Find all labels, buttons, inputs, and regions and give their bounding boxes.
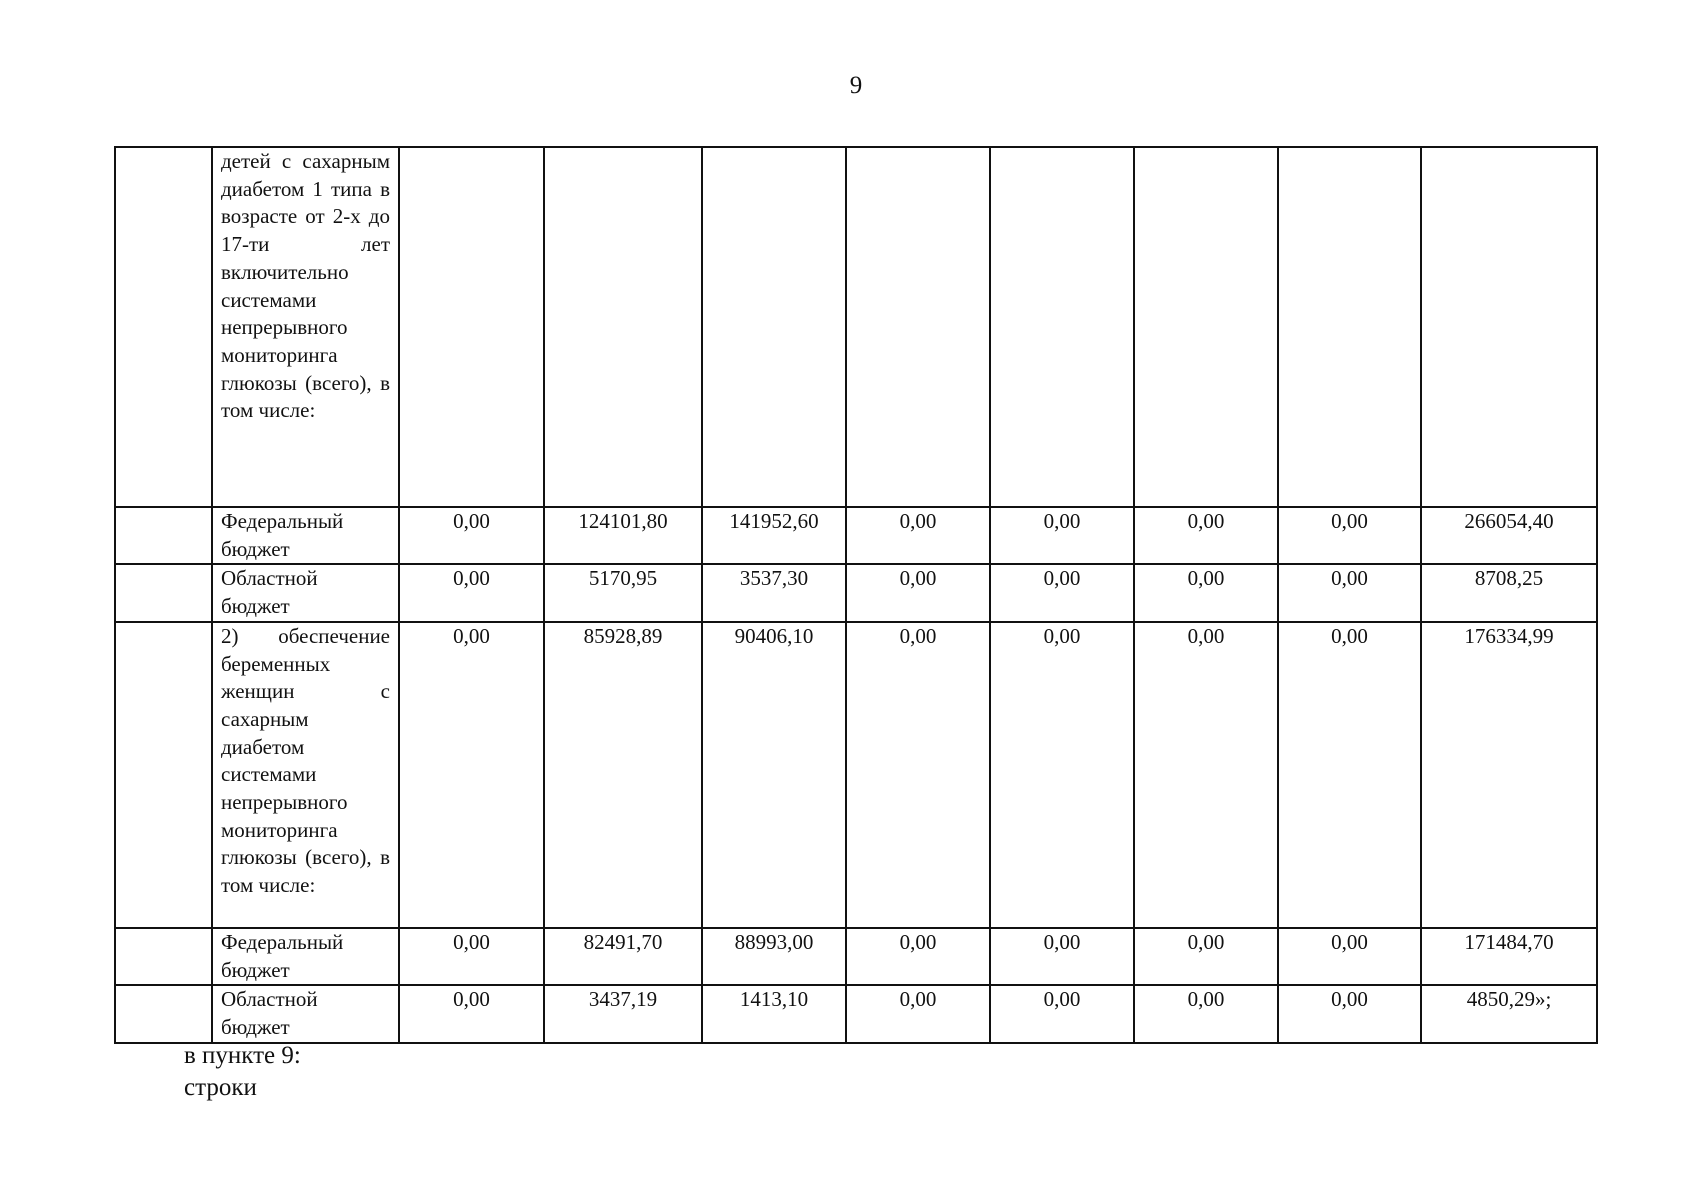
value-cell: 0,00 (1278, 985, 1421, 1042)
value-cell (1278, 147, 1421, 507)
value-cell: 0,00 (846, 622, 990, 928)
table-row (115, 507, 1597, 564)
total-cell: 4850,29»; (1421, 985, 1597, 1042)
budget-table (114, 146, 1598, 1044)
value-cell: 3537,30 (702, 564, 846, 621)
value-cell: 0,00 (1134, 507, 1278, 564)
value-cell: 0,00 (1278, 928, 1421, 985)
value-cell: 124101,80 (544, 507, 702, 564)
row-label: Областной бюджет (212, 985, 399, 1042)
value-cell: 0,00 (846, 507, 990, 564)
after-table-line: в пункте 9: (184, 1042, 301, 1069)
value-cell: 0,00 (1278, 622, 1421, 928)
row-label: 2) обеспечение беременных женщин с сахарным диабетом системами непрерывного мониторинга глюкозы (всего), в том числе: (212, 622, 399, 928)
total-cell (1421, 147, 1597, 507)
value-cell: 90406,10 (702, 622, 846, 928)
row-label: детей с сахарным диабетом 1 типа в возрасте от 2-х до 17-ти лет включительно системами непрерывного мониторинга глюкозы (всего), в том числе: (212, 147, 399, 507)
value-cell: 0,00 (990, 622, 1134, 928)
value-cell: 0,00 (399, 507, 544, 564)
value-cell: 0,00 (399, 985, 544, 1042)
value-cell: 0,00 (399, 928, 544, 985)
value-cell (544, 147, 702, 507)
row-label: Областной бюджет (212, 564, 399, 621)
total-cell: 171484,70 (1421, 928, 1597, 985)
value-cell (846, 147, 990, 507)
after-table-line: строки (184, 1074, 257, 1101)
value-cell: 0,00 (846, 985, 990, 1042)
value-cell: 0,00 (846, 928, 990, 985)
page-number: 9 (849, 72, 863, 99)
value-cell: 0,00 (990, 507, 1134, 564)
value-cell: 0,00 (990, 928, 1134, 985)
row-number-cell (115, 622, 212, 928)
value-cell: 0,00 (846, 564, 990, 621)
row-number-cell (115, 564, 212, 621)
value-cell: 0,00 (1134, 928, 1278, 985)
value-cell: 85928,89 (544, 622, 702, 928)
value-cell: 0,00 (1278, 564, 1421, 621)
table-row (115, 928, 1597, 985)
table-row (115, 985, 1597, 1042)
value-cell (702, 147, 846, 507)
total-cell: 8708,25 (1421, 564, 1597, 621)
total-cell: 176334,99 (1421, 622, 1597, 928)
row-number-cell (115, 507, 212, 564)
value-cell: 0,00 (1134, 622, 1278, 928)
value-cell: 0,00 (1134, 985, 1278, 1042)
value-cell: 3437,19 (544, 985, 702, 1042)
value-cell: 0,00 (990, 985, 1134, 1042)
value-cell: 88993,00 (702, 928, 846, 985)
value-cell: 1413,10 (702, 985, 846, 1042)
value-cell: 0,00 (1134, 564, 1278, 621)
value-cell (399, 147, 544, 507)
table-row (115, 622, 1597, 928)
value-cell: 0,00 (399, 564, 544, 621)
value-cell: 82491,70 (544, 928, 702, 985)
row-number-cell (115, 147, 212, 507)
value-cell (990, 147, 1134, 507)
value-cell: 5170,95 (544, 564, 702, 621)
value-cell (1134, 147, 1278, 507)
value-cell: 0,00 (1278, 507, 1421, 564)
value-cell: 141952,60 (702, 507, 846, 564)
total-cell: 266054,40 (1421, 507, 1597, 564)
value-cell: 0,00 (399, 622, 544, 928)
table-row (115, 564, 1597, 621)
after-table-text (184, 1040, 301, 1104)
row-label: Федеральный бюджет (212, 507, 399, 564)
row-number-cell (115, 928, 212, 985)
row-label: Федеральный бюджет (212, 928, 399, 985)
row-number-cell (115, 985, 212, 1042)
value-cell: 0,00 (990, 564, 1134, 621)
table-row (115, 147, 1597, 507)
